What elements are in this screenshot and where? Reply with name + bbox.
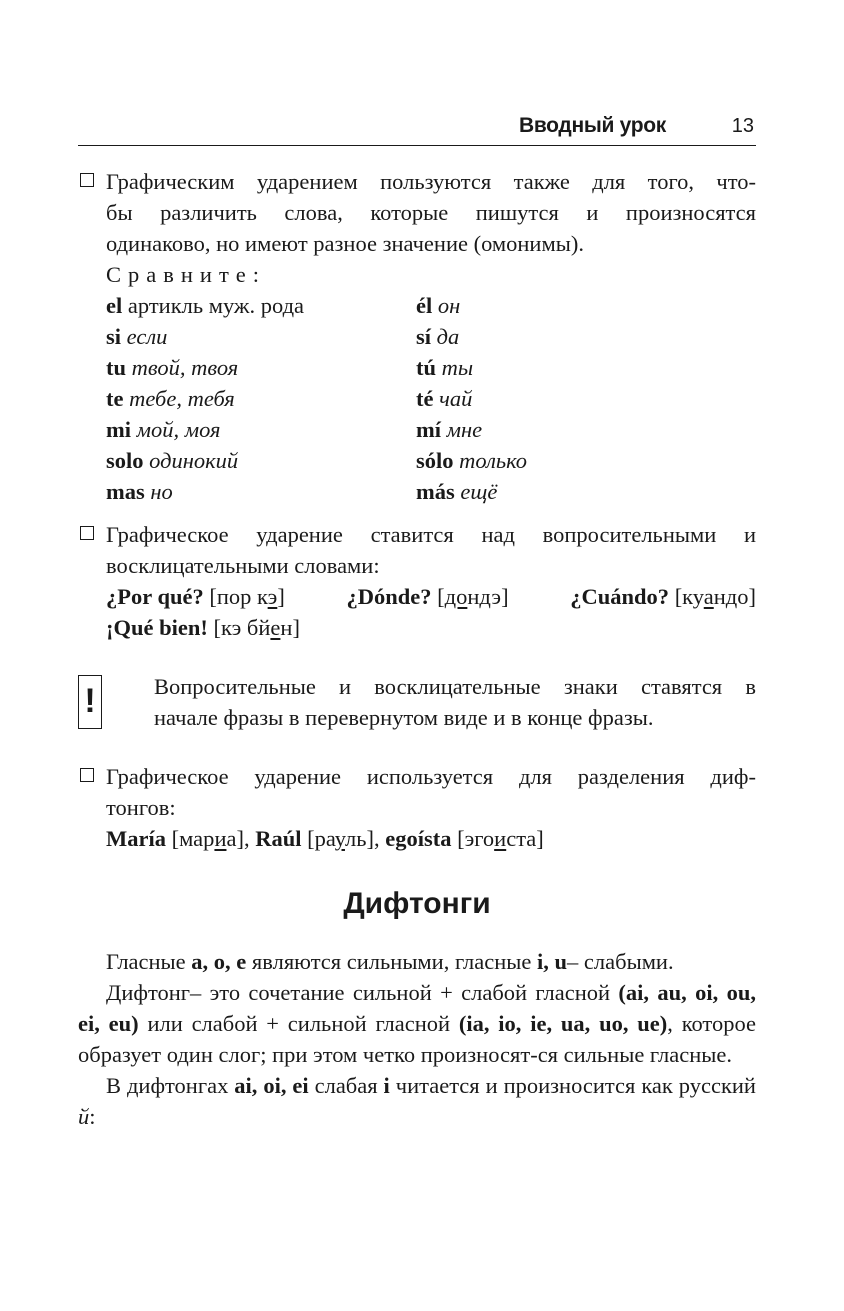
example-word: Raúl — [255, 826, 302, 851]
word: mi — [106, 417, 131, 442]
homonym-comparison-table — [106, 290, 756, 507]
text-line: восклицательными словами: — [106, 553, 380, 578]
text-line: Графическое ударение используется для разделения диф- — [106, 764, 756, 789]
checkbox-bullet-icon — [80, 526, 94, 540]
checkbox-bullet-icon — [80, 768, 94, 782]
translation: артикль муж. рода — [127, 293, 305, 318]
translation: ещё — [460, 479, 498, 504]
word: te — [106, 386, 124, 411]
word: sí — [416, 324, 432, 349]
example-word: ¿Dónde? — [346, 584, 432, 609]
header-rule — [78, 145, 756, 146]
word: mí — [416, 417, 441, 442]
exclamation-icon: ! — [78, 675, 102, 729]
rule-paragraph-interrogatives — [78, 519, 756, 643]
comparison-row — [106, 414, 756, 445]
comparison-row — [106, 352, 756, 383]
body-paragraph: Дифтонг– это сочетание сильной + слабой гласной (ai, au, oi, ou, ei, eu) или слабой + сильной гласной (ia, io, ie, ua, uo, ue), которое образует один слог; при этом четко произносят-ся сильные гласные. — [78, 980, 756, 1067]
translation: мой, моя — [136, 417, 221, 442]
rule-paragraph-homonyms — [78, 166, 756, 290]
comparison-row — [106, 445, 756, 476]
example-word: ¿Cuándo? — [570, 584, 670, 609]
translation: но — [150, 479, 173, 504]
translation: чай — [439, 386, 473, 411]
checkbox-bullet-icon — [80, 173, 94, 187]
translation: одинокий — [149, 448, 239, 473]
transcription: [дондэ] — [437, 584, 509, 609]
word: el — [106, 293, 123, 318]
example-word: ¿Por qué? — [106, 584, 204, 609]
transcription: [пор кэ] — [209, 584, 285, 609]
running-header — [78, 112, 756, 146]
body-paragraph: В дифтонгах ai, oi, ei слабая i читается и произносится как русский й: — [78, 1073, 756, 1129]
word: más — [416, 479, 455, 504]
text-line: одинаково, но имеют разное значение (омонимы). — [106, 231, 584, 256]
transcription: [рауль], — [307, 826, 380, 851]
text-line: Графическим ударением пользуются также для того, что- — [106, 169, 756, 194]
text-line: Графическое ударение ставится над вопросительными и — [106, 522, 756, 547]
text-line: тонгов: — [106, 795, 176, 820]
word: tu — [106, 355, 127, 380]
word: mas — [106, 479, 145, 504]
comparison-row — [106, 321, 756, 352]
transcription: [кэ бйен] — [213, 615, 300, 640]
word: sólo — [416, 448, 454, 473]
text-line: бы различить слова, которые пишутся и произносятся — [106, 200, 756, 225]
word: él — [416, 293, 433, 318]
word: solo — [106, 448, 144, 473]
page-number: 13 — [731, 115, 754, 137]
translation: тебе, тебя — [129, 386, 235, 411]
translation: твой, твоя — [131, 355, 239, 380]
comparison-row — [106, 290, 756, 321]
word: té — [416, 386, 434, 411]
comparison-row — [106, 383, 756, 414]
transcription: [куандо] — [674, 584, 756, 609]
rule-paragraph-diphthong-split — [78, 761, 756, 854]
example-word: ¡Qué bien! — [106, 615, 208, 640]
transcription: [эгоиста] — [457, 826, 544, 851]
warning-note — [78, 671, 756, 733]
example-line — [106, 581, 756, 612]
body-paragraph: Гласные a, o, e являются сильными, гласные i, u– слабыми. — [106, 949, 674, 974]
translation: если — [126, 324, 168, 349]
translation: только — [459, 448, 528, 473]
example-word: María — [106, 826, 166, 851]
word: si — [106, 324, 122, 349]
header-title: Вводный урок — [518, 114, 666, 137]
translation: он — [437, 293, 461, 318]
transcription: [мариа], — [171, 826, 250, 851]
section-heading: Дифтонги — [343, 887, 491, 920]
word: tú — [416, 355, 437, 380]
text-line: Вопросительные и восклицательные знаки ставятся в — [154, 674, 756, 699]
text-line: начале фразы в перевернутом виде и в конце фразы. — [154, 705, 654, 730]
compare-label: Сравните: — [106, 262, 267, 287]
translation: мне — [446, 417, 483, 442]
translation: да — [436, 324, 460, 349]
example-word: egoísta — [385, 826, 452, 851]
example-line — [106, 823, 756, 854]
example-line — [106, 612, 756, 643]
translation: ты — [441, 355, 474, 380]
comparison-row — [106, 476, 756, 507]
page-content — [78, 166, 756, 1132]
